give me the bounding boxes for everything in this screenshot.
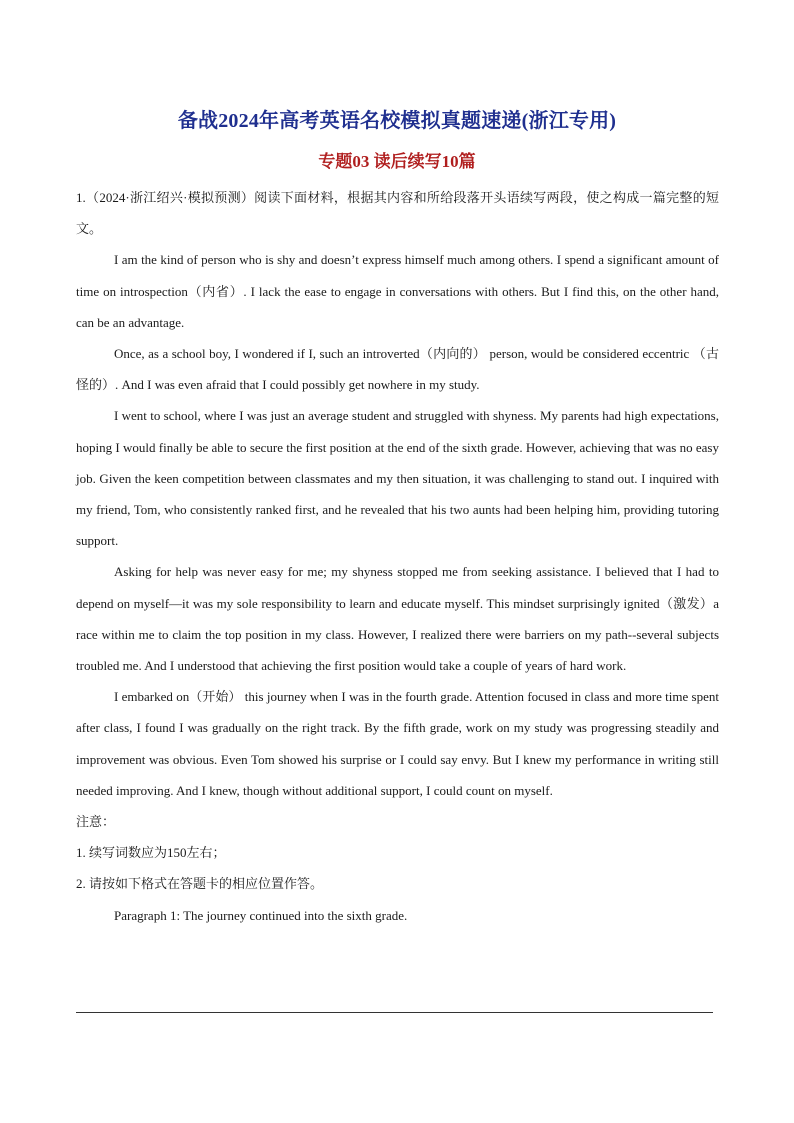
note-word-count: 1. 续写词数应为150左右； <box>76 845 226 861</box>
passage-paragraph-3: I went to school, where I was just an average student and struggled with shyness. My parents had high expectations, hoping I would finally be able to secure the first position at the end of the sixth grade. However, achieving that was no easy job. Given the keen competition between classmates and my then situation, it was challenging to stand out. I inquired with my friend, Tom, who consistently ranked first, and he revealed that his two aunts had been helping him, providing tutoring support. <box>76 408 719 549</box>
question-intro: 1.（2024·浙江绍兴·模拟预测）阅读下面材料，根据其内容和所给段落开头语续写两段，使之构成一篇完整的短文。 <box>76 190 719 237</box>
notes-heading: 注意： <box>76 814 116 830</box>
document-subtitle: 专题03 读后续写10篇 <box>318 152 476 171</box>
passage-paragraph-4: Asking for help was never easy for me; my shyness stopped me from seeking assistance. I believed that I had to depend on myself—it was my sole responsibility to learn and educate myself. This mindset surprisingly ignited（激发）a race within me to claim the top position in my class. However, I realized there were barriers on my path--several subjects troubled me. And I understood that achieving the first position would take a couple of years of hard work. <box>76 564 719 674</box>
passage-paragraph-1: I am the kind of person who is shy and doesn’t express himself much among others. I spend a significant amount of time on introspection（内省）. I lack the ease to engage in conversations with others. But I find this, on the other hand, can be an advantage. <box>76 252 719 330</box>
passage-paragraph-5: I embarked on（开始） this journey when I was in the fourth grade. Attention focused in class and more time spent after class, I found I was gradually on the right track. By the fifth grade, work on my study was progressing steadily and improvement was obvious. Even Tom showed his surprise or I could say envy. But I knew my performance in writing still needed improving. And I knew, though without additional support, I could count on myself. <box>76 689 719 798</box>
note-answer-format: 2. 请按如下格式在答题卡的相应位置作答。 <box>76 876 324 892</box>
answer-line <box>76 1012 713 1013</box>
question-body <box>76 182 719 931</box>
continuation-prompt: Paragraph 1: The journey continued into the sixth grade. <box>114 907 408 923</box>
document-title: 备战2024年高考英语名校模拟真题速递(浙江专用) <box>177 110 617 132</box>
passage-paragraph-2: Once, as a school boy, I wondered if I, such an introverted（内向的） person, would be considered eccentric （古怪的）. And I was even afraid that I could possibly get nowhere in my study. <box>76 346 719 393</box>
